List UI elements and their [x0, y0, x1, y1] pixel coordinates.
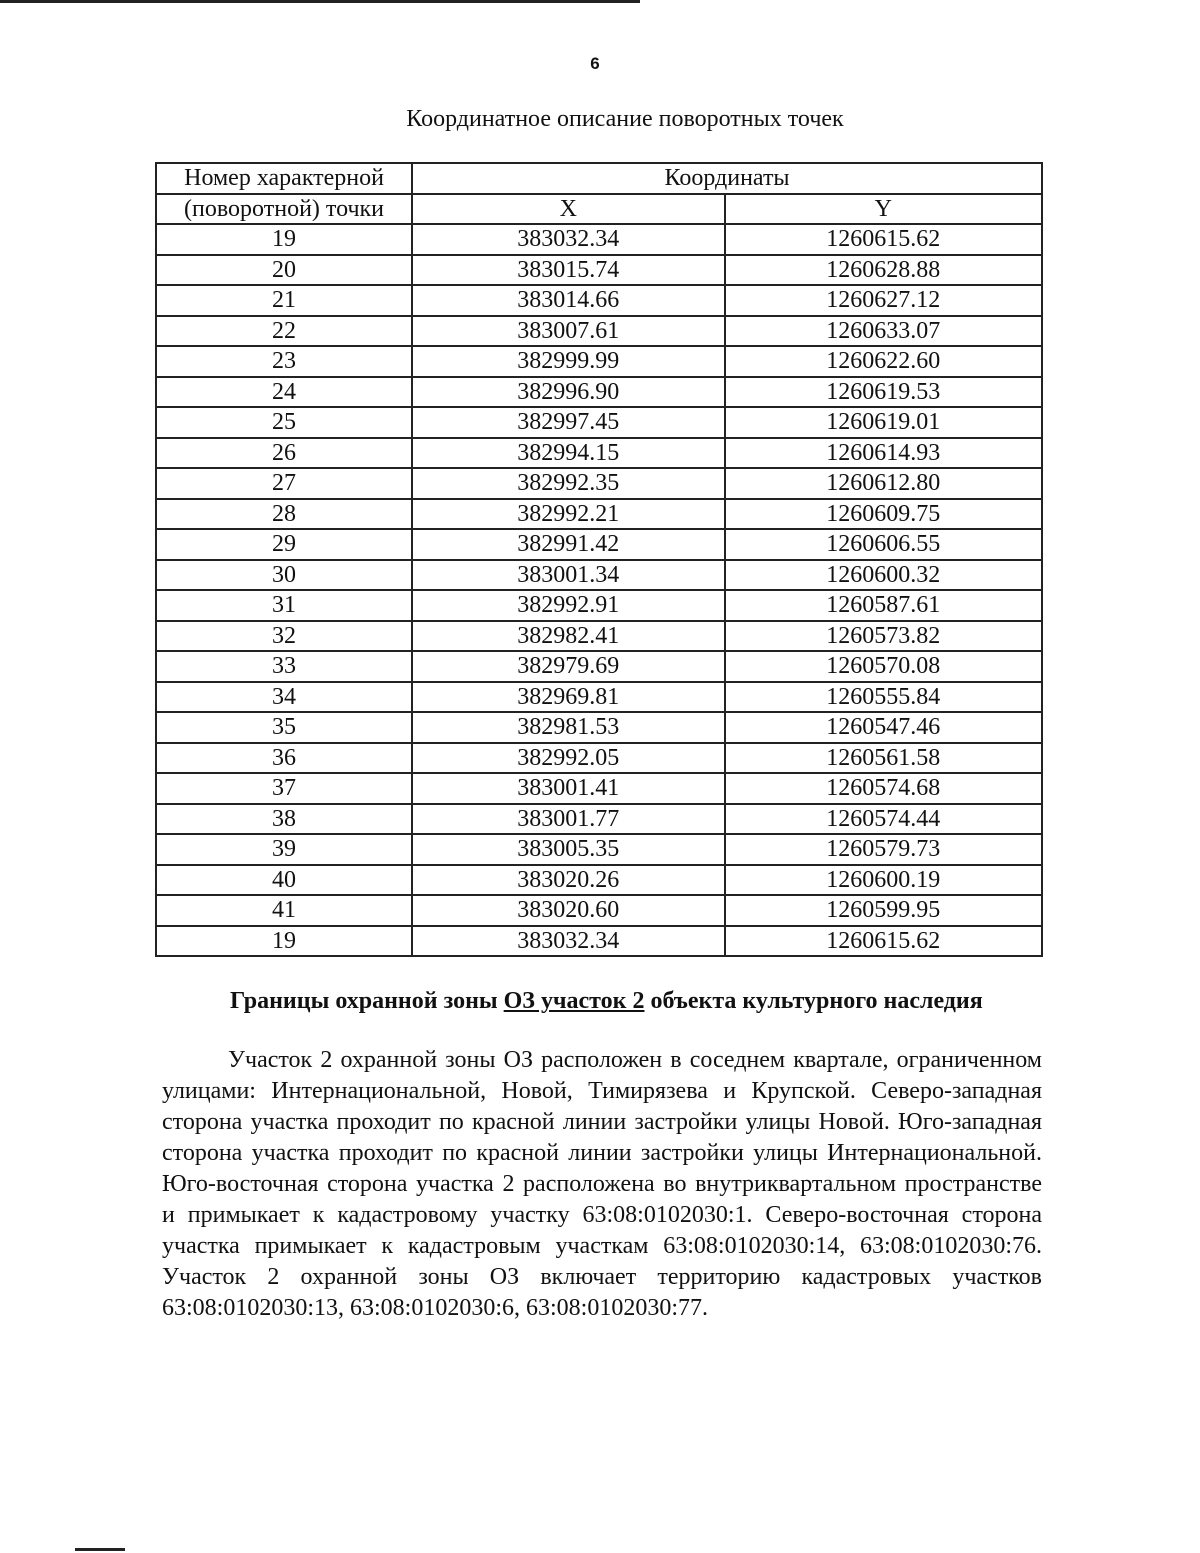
point-number: 34 [156, 682, 412, 713]
table-row [156, 865, 1042, 896]
coord-x: 383032.34 [412, 926, 724, 957]
heading-text-before: Границы охранной зоны [230, 988, 504, 1014]
point-number: 20 [156, 255, 412, 286]
table-row [156, 346, 1042, 377]
table-row [156, 285, 1042, 316]
coord-y: 1260570.08 [725, 651, 1043, 682]
table-row [156, 926, 1042, 957]
table-row [156, 499, 1042, 530]
coord-x: 382992.05 [412, 743, 724, 774]
coord-x: 382992.21 [412, 499, 724, 530]
coord-x: 382981.53 [412, 712, 724, 743]
coord-x: 382997.45 [412, 407, 724, 438]
coord-x: 382992.91 [412, 590, 724, 621]
point-number: 36 [156, 743, 412, 774]
header-point-line1: Номер характерной [156, 163, 412, 194]
coord-x: 383001.77 [412, 804, 724, 835]
coord-y: 1260633.07 [725, 316, 1043, 347]
coord-y: 1260574.44 [725, 804, 1043, 835]
coord-y: 1260587.61 [725, 590, 1043, 621]
coord-y: 1260627.12 [725, 285, 1043, 316]
table-row [156, 377, 1042, 408]
header-coordinates: Координаты [412, 163, 1042, 194]
coord-y: 1260612.80 [725, 468, 1043, 499]
section-heading [230, 988, 983, 1015]
table-row [156, 651, 1042, 682]
coord-x: 383007.61 [412, 316, 724, 347]
table-row [156, 529, 1042, 560]
coord-y: 1260619.53 [725, 377, 1043, 408]
scan-mark [75, 1548, 125, 1551]
point-number: 37 [156, 773, 412, 804]
coord-x: 383001.41 [412, 773, 724, 804]
coord-y: 1260573.82 [725, 621, 1043, 652]
table-row [156, 438, 1042, 469]
coord-y: 1260561.58 [725, 743, 1043, 774]
point-number: 19 [156, 926, 412, 957]
point-number: 35 [156, 712, 412, 743]
header-x: X [412, 194, 724, 225]
coord-x: 383015.74 [412, 255, 724, 286]
coord-y: 1260579.73 [725, 834, 1043, 865]
point-number: 40 [156, 865, 412, 896]
coord-y: 1260614.93 [725, 438, 1043, 469]
point-number: 33 [156, 651, 412, 682]
point-number: 21 [156, 285, 412, 316]
coord-x: 383005.35 [412, 834, 724, 865]
coord-x: 382979.69 [412, 651, 724, 682]
table-row [156, 834, 1042, 865]
point-number: 41 [156, 895, 412, 926]
point-number: 26 [156, 438, 412, 469]
point-number: 31 [156, 590, 412, 621]
scan-edge-line [0, 0, 640, 3]
table-row [156, 743, 1042, 774]
coord-y: 1260606.55 [725, 529, 1043, 560]
heading-text-after: объекта культурного наследия [644, 988, 983, 1014]
table-row [156, 804, 1042, 835]
point-number: 30 [156, 560, 412, 591]
table-row [156, 590, 1042, 621]
point-number: 38 [156, 804, 412, 835]
point-number: 27 [156, 468, 412, 499]
coord-x: 382994.15 [412, 438, 724, 469]
table-row [156, 468, 1042, 499]
table-row [156, 224, 1042, 255]
table-row [156, 682, 1042, 713]
coord-x: 383020.60 [412, 895, 724, 926]
header-point-line2: (поворотной) точки [156, 194, 412, 225]
coord-y: 1260600.32 [725, 560, 1043, 591]
coord-y: 1260622.60 [725, 346, 1043, 377]
coord-y: 1260615.62 [725, 926, 1043, 957]
table-row [156, 895, 1042, 926]
coord-y: 1260609.75 [725, 499, 1043, 530]
coord-y: 1260599.95 [725, 895, 1043, 926]
point-number: 19 [156, 224, 412, 255]
point-number: 25 [156, 407, 412, 438]
coord-y: 1260574.68 [725, 773, 1043, 804]
page-number: 6 [590, 54, 600, 73]
coord-y: 1260555.84 [725, 682, 1043, 713]
table-row [156, 316, 1042, 347]
table-row [156, 255, 1042, 286]
coordinates-table [155, 162, 1043, 957]
heading-underlined: ОЗ участок 2 [503, 988, 645, 1014]
header-y: Y [725, 194, 1043, 225]
coord-x: 383001.34 [412, 560, 724, 591]
coord-x: 383014.66 [412, 285, 724, 316]
point-number: 22 [156, 316, 412, 347]
table-title: Координатное описание поворотных точек [406, 106, 844, 132]
table-row [156, 621, 1042, 652]
coord-x: 382991.42 [412, 529, 724, 560]
point-number: 32 [156, 621, 412, 652]
description-paragraph: Участок 2 охранной зоны ОЗ расположен в соседнем квартале, ограниченном улицами: Интернациональной, Новой, Тимирязева и Крупской. Северо-западная сторона участка проходит по красной линии застройки улицы Новой. Юго-западная сторона участка проходит по красной линии застройки улицы Интернациональной. Юго-восточная сторона участка 2 расположена во внутриквартальном пространстве и примыкает к кадастровому участку 63:08:0102030:1. Северо-восточная сторона участка примыкает к кадастровым участкам 63:08:0102030:14, 63:08:0102030:76. Участок 2 охранной зоны ОЗ включает территорию кадастровых участков 63:08:0102030:13, 63:08:0102030:6, 63:08:0102030:77. [162, 1047, 1042, 1321]
coord-x: 383032.34 [412, 224, 724, 255]
point-number: 24 [156, 377, 412, 408]
point-number: 29 [156, 529, 412, 560]
point-number: 23 [156, 346, 412, 377]
coord-y: 1260619.01 [725, 407, 1043, 438]
coord-x: 383020.26 [412, 865, 724, 896]
coord-y: 1260615.62 [725, 224, 1043, 255]
coord-x: 382992.35 [412, 468, 724, 499]
table-row [156, 407, 1042, 438]
coord-x: 382982.41 [412, 621, 724, 652]
point-number: 28 [156, 499, 412, 530]
coord-x: 382969.81 [412, 682, 724, 713]
table-row [156, 773, 1042, 804]
coord-y: 1260600.19 [725, 865, 1043, 896]
coord-y: 1260628.88 [725, 255, 1043, 286]
table-row [156, 560, 1042, 591]
coord-y: 1260547.46 [725, 712, 1043, 743]
coord-x: 382999.99 [412, 346, 724, 377]
point-number: 39 [156, 834, 412, 865]
table-row [156, 712, 1042, 743]
coord-x: 382996.90 [412, 377, 724, 408]
